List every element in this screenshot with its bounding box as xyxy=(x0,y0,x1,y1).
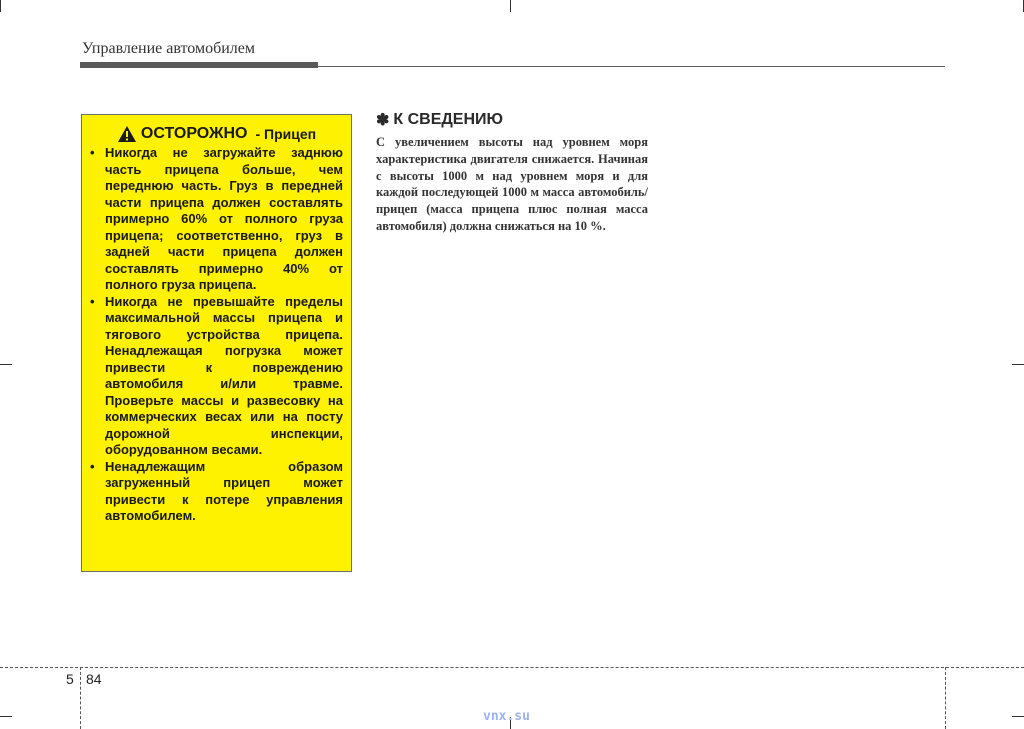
warning-subheading: - Прицеп xyxy=(255,126,317,142)
warning-triangle-icon xyxy=(117,125,137,143)
crop-mark xyxy=(1012,716,1024,717)
header-rule-thin xyxy=(318,66,945,67)
section-title: Управление автомобилем xyxy=(82,40,256,57)
crop-mark xyxy=(0,716,12,717)
crop-mark xyxy=(510,0,511,12)
header-rule-thick xyxy=(80,62,318,68)
trim-guide-vertical xyxy=(945,667,946,729)
trim-guide-vertical xyxy=(80,667,81,729)
warning-heading: ОСТОРОЖНО xyxy=(140,125,248,142)
crop-mark xyxy=(0,364,12,365)
warning-title xyxy=(90,125,343,143)
warning-list xyxy=(90,145,343,525)
info-heading: К СВЕДЕНИЮ xyxy=(393,111,504,128)
info-title xyxy=(376,110,648,130)
warning-item: • Никогда не загружайте заднюю часть прицепа больше, чем переднюю часть. Груз в передней части прицепа должен составлять примерно 60% от полного груза прицепа; соответственно, груз в задней части прицепа должен составлять примерно 40% от полного груза прицепа. xyxy=(90,145,343,294)
watermark: vnx.su xyxy=(483,709,530,724)
info-text: С увеличением высоты над уровнем моря характеристика двигателя снижается. Начиная с высоты 1000 м над уровнем моря и для каждой последующей 1000 м масса автомобиль/прицеп (масса прицепа плюс полная масса автомобиля) должна снижаться на 10 %. xyxy=(376,135,648,233)
crop-mark xyxy=(1012,364,1024,365)
warning-box xyxy=(81,114,352,572)
warning-item: • Никогда не превышайте пределы максимальной массы прицепа и тягового устройства прицепа. Ненадлежащая погрузка может привести к повреждению автомобиля и/или травме. Проверьте массы и развесовку на коммерческих весах или на посту дорожной инспекции, оборудованном весами. xyxy=(90,294,343,459)
chapter-number: 5 xyxy=(66,671,74,687)
page-number: 84 xyxy=(86,671,102,687)
info-section xyxy=(376,110,648,235)
trim-guide-horizontal xyxy=(0,667,1024,668)
crop-mark xyxy=(0,0,1,12)
asterisk-icon: ✽ xyxy=(376,112,390,129)
warning-item: • Ненадлежащим образом загруженный прицеп может привести к потере управления автомобилем. xyxy=(90,459,343,525)
